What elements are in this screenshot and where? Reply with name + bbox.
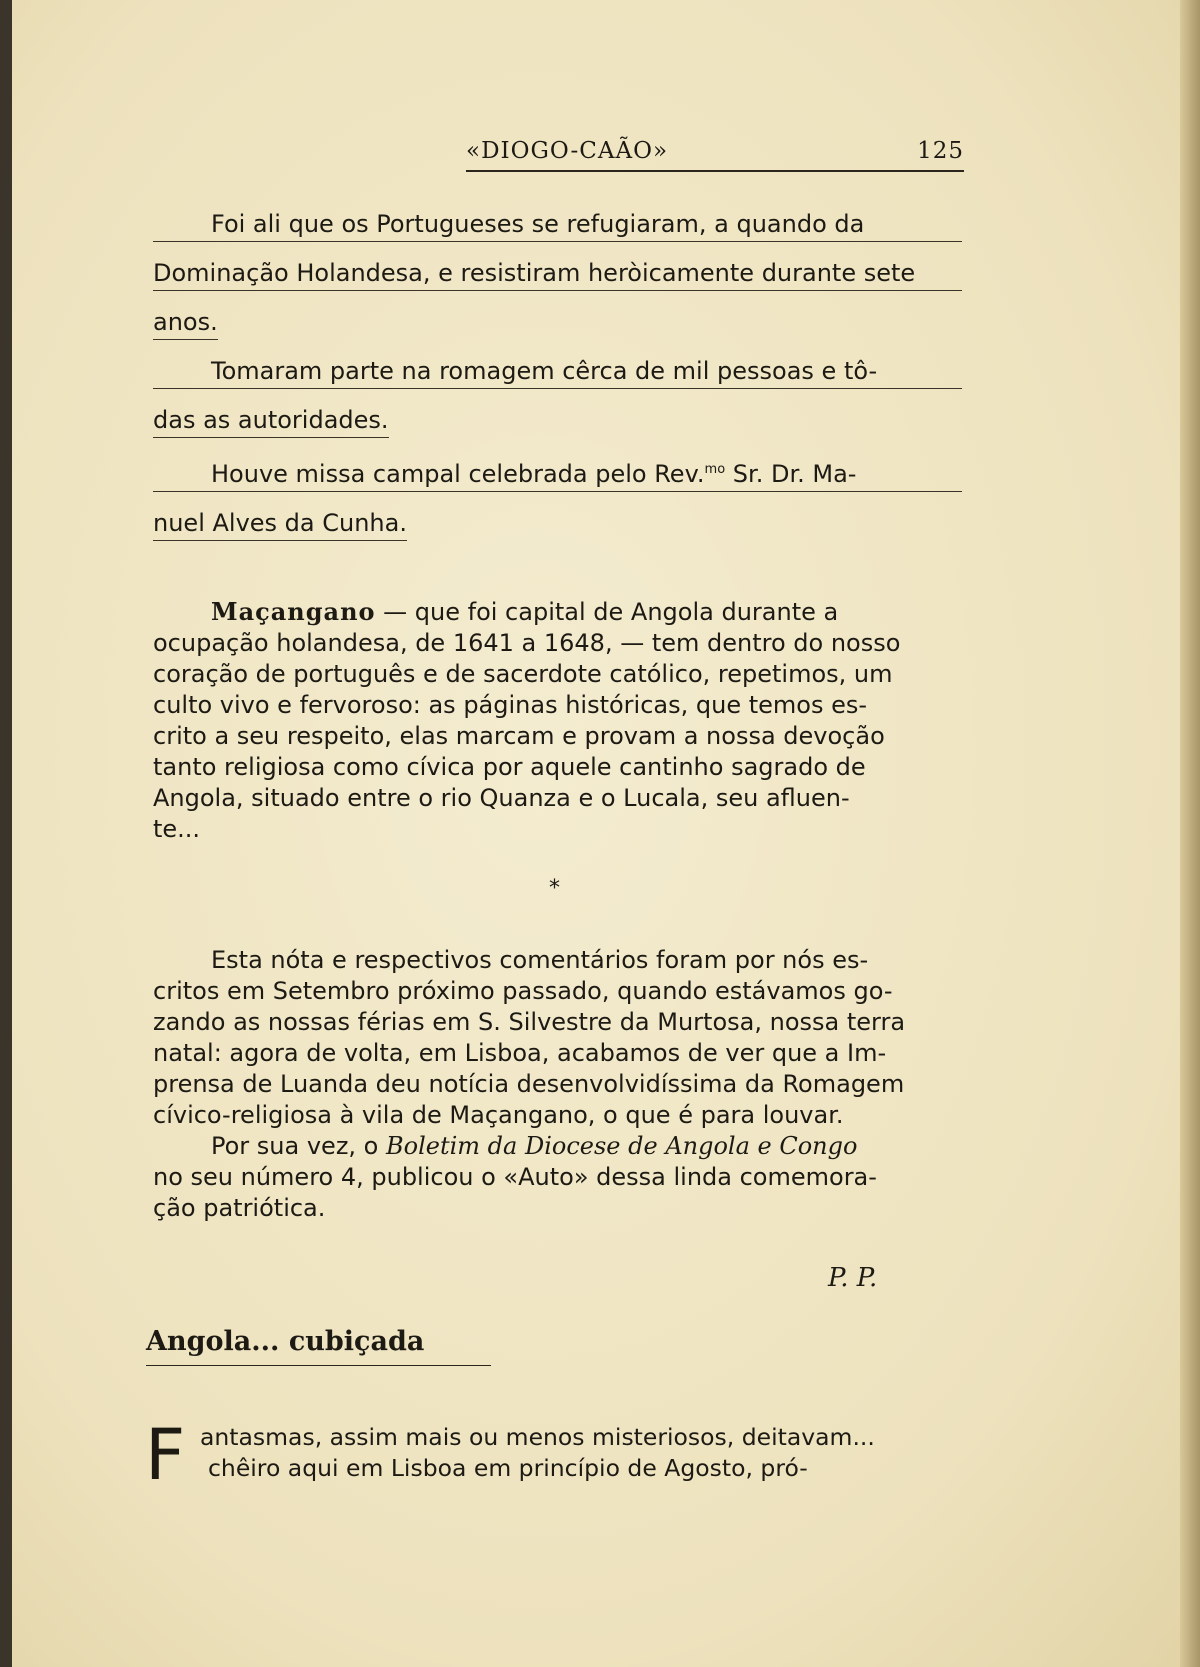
text-line [153, 1131, 962, 1162]
page-edge [1180, 0, 1200, 1667]
text-line: no seu número 4, publicou o «Auto» dessa linda comemora- [153, 1163, 877, 1191]
running-header [466, 138, 964, 172]
text-line: Tomaram parte na romagem cêrca de mil pessoas e tô- [153, 356, 962, 389]
text-line [153, 596, 962, 628]
text-line: nuel Alves da Cunha. [153, 508, 407, 541]
italic-title: Boletim da Diocese de Angola e Congo [385, 1132, 858, 1160]
bold-lead: Maçangano [211, 597, 376, 626]
paragraph-block-2 [153, 596, 962, 845]
text-line: coração de português e de sacerdote católico, repetimos, um [153, 660, 893, 688]
text-line: Angola, situado entre o rio Quanza e o Lucala, seu afluen- [153, 784, 850, 812]
text-line: zando as nossas férias em S. Silvestre da Murtosa, nossa terra [153, 1008, 906, 1036]
superscript: mo [704, 462, 726, 477]
text-line: cívico-religiosa à vila de Maçangano, o que é para louvar. [153, 1101, 844, 1129]
text-line: Esta nóta e respectivos comentários foram por nós es- [211, 946, 869, 974]
section-heading: Angola... cubiçada [146, 1326, 491, 1366]
text-line: antasmas, assim mais ou menos misteriosos, deitavam... [200, 1423, 875, 1451]
page-number: 125 [917, 138, 964, 164]
text-line: prensa de Luanda deu notícia desenvolvidíssima da Romagem [153, 1070, 905, 1098]
paragraph-block-3 [153, 945, 962, 1224]
text-line: das as autoridades. [153, 405, 389, 438]
paragraph-block-4 [200, 1422, 962, 1484]
text-line: Dominação Holandesa, e resistiram heròicamente durante sete [153, 258, 962, 291]
text-line [153, 454, 962, 492]
text-fragment: — que foi capital de Angola durante a [375, 598, 839, 626]
text-fragment: Houve missa campal celebrada pelo Rev. [211, 460, 705, 488]
header-title: «DIOGO-CAÃO» [466, 138, 669, 164]
paragraph-block-1 [153, 209, 962, 557]
text-line: te... [153, 815, 201, 843]
binding-edge [0, 0, 12, 1667]
text-line: natal: agora de volta, em Lisboa, acabamos de ver que a Im- [153, 1039, 887, 1067]
section-separator: * [549, 876, 560, 901]
text-line: chêiro aqui em Lisboa em princípio de Agosto, pró- [208, 1454, 808, 1482]
signature: P. P. [828, 1263, 878, 1293]
text-line: anos. [153, 307, 218, 340]
text-line: Foi ali que os Portugueses se refugiaram, a quando da [153, 209, 962, 242]
text-line: tanto religiosa como cívica por aquele cantinho sagrado de [153, 753, 866, 781]
text-line: critos em Setembro próximo passado, quando estávamos go- [153, 977, 893, 1005]
drop-cap: F [145, 1414, 186, 1496]
text-line: ocupação holandesa, de 1641 a 1648, — tem dentro do nosso [153, 629, 901, 657]
text-line: ção patriótica. [153, 1194, 326, 1222]
text-fragment: Sr. Dr. Ma- [725, 460, 857, 488]
text-fragment: Por sua vez, o [211, 1132, 386, 1160]
text-line: culto vivo e fervoroso: as páginas históricas, que temos es- [153, 691, 868, 719]
text-line: crito a seu respeito, elas marcam e provam a nossa devoção [153, 722, 885, 750]
